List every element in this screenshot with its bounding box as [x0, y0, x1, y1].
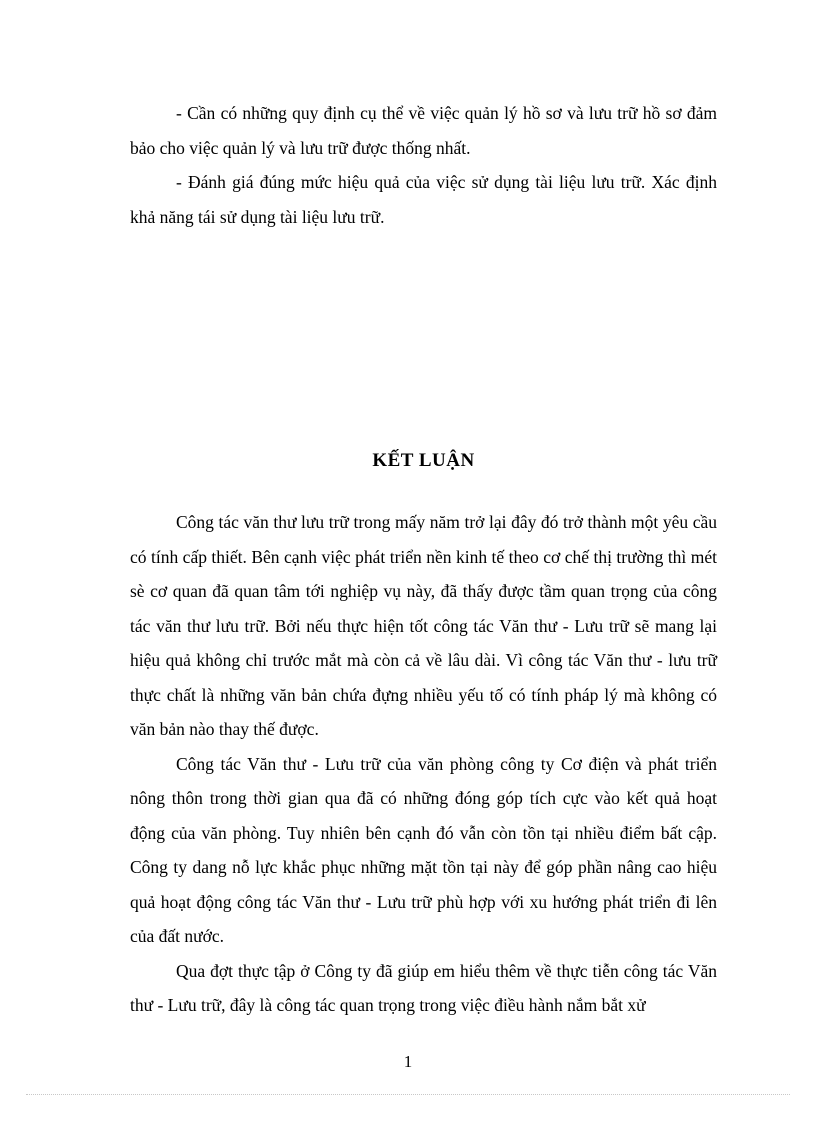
conclusion-paragraph-1: Công tác văn thư lưu trữ trong mấy năm trở lại đây đó trở thành một yêu cầu có tính cấp thiết. Bên cạnh việc phát triển nền kinh tế theo cơ chế thị trường thì mét sè cơ quan đã quan tâm tới nghiệp vụ này, đã thấy được tầm quan trọng của công tác văn thư lưu trữ. Bởi nếu thực hiện tốt công tác Văn thư - Lưu trữ sẽ mang lại hiệu quả không chỉ trước mắt mà còn cả về lâu dài. Vì công tác Văn thư - lưu trữ thực chất là những văn bản chứa đựng nhiều yếu tố có tính pháp lý mà không có văn bản nào thay thế được. [130, 512, 717, 739]
intro-paragraph-2: - Đánh giá đúng mức hiệu quả của việc sử dụng tài liệu lưu trữ. Xác định khả năng tái sử dụng tài liệu lưu trữ. [130, 172, 717, 227]
footer-divider [26, 1094, 790, 1095]
intro-section [130, 96, 717, 234]
conclusion-paragraph-3: Qua đợt thực tập ở Công ty đã giúp em hiểu thêm về thực tiễn công tác Văn thư - Lưu trữ, đây là công tác quan trọng trong việc điều hành nắm bắt xử [130, 960, 717, 1015]
intro-paragraph-1: - Cần có những quy định cụ thể về việc quản lý hồ sơ và lưu trữ hồ sơ đảm bảo cho việc quản lý và lưu trữ được thống nhất. [130, 103, 717, 158]
page-number: 1 [403, 1052, 413, 1071]
conclusion-paragraph-2: Công tác Văn thư - Lưu trữ của văn phòng công ty Cơ điện và phát triển nông thôn trong thời gian qua đã có những đóng góp tích cực vào kết quả hoạt động của văn phòng. Tuy nhiên bên cạnh đó vẫn còn tồn tại nhiều điểm bất cập. Công ty dang nỗ lực khắc phục những mặt tồn tại này để góp phần nâng cao hiệu quả hoạt động công tác Văn thư - Lưu trữ phù hợp với xu hướng phát triển đi lên của đất nước. [130, 753, 717, 946]
conclusion-heading: KẾT LUẬN [372, 450, 475, 471]
conclusion-section [130, 505, 717, 1023]
